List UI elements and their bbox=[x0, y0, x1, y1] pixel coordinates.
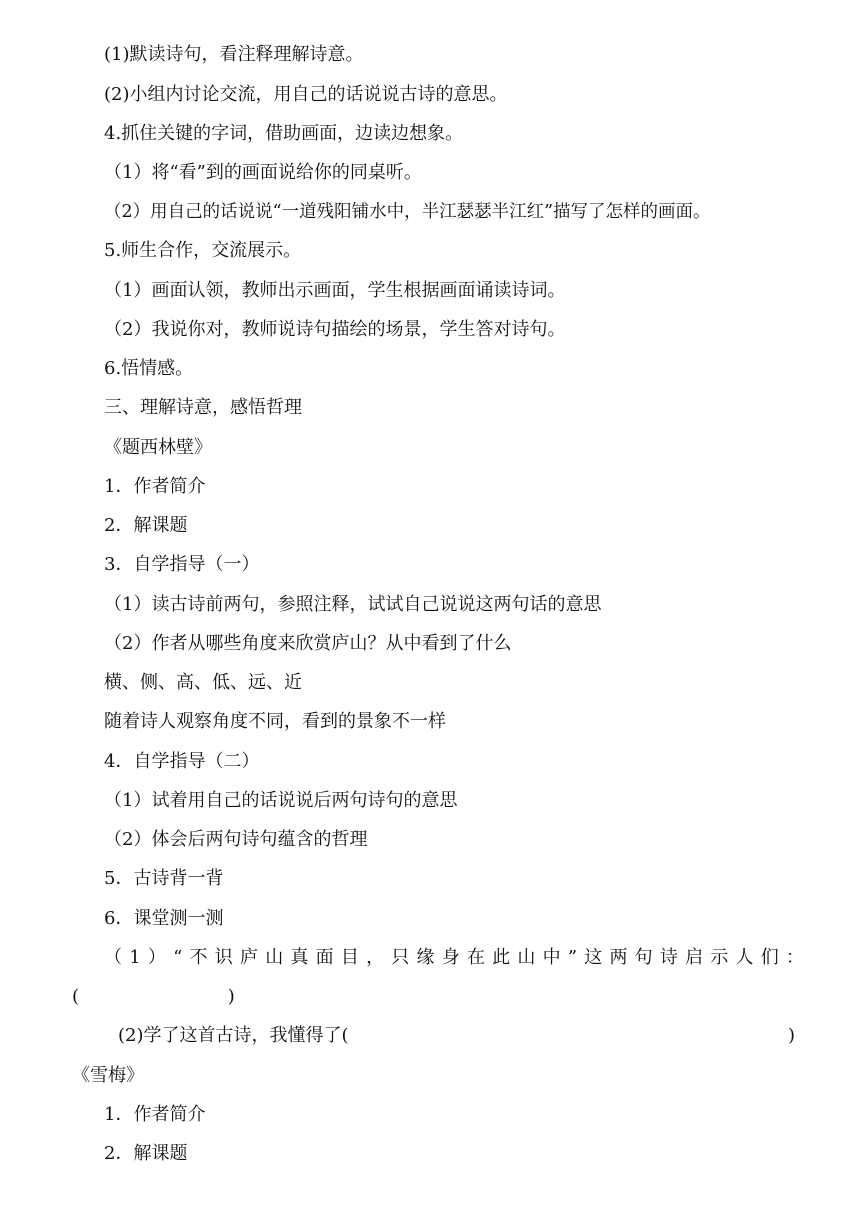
text-line: (2)学了这首古诗，我懂得了( bbox=[118, 1025, 349, 1046]
text-line: （2）作者从哪些角度来欣赏庐山？从中看到了什么 bbox=[104, 633, 512, 654]
text-line: 5.师生合作，交流展示。 bbox=[104, 240, 302, 261]
text-line: 随着诗人观察角度不同，看到的景象不一样 bbox=[104, 711, 446, 732]
text-line: 横、侧、高、低、远、近 bbox=[104, 672, 302, 693]
blank-parentheses: ( ) bbox=[72, 986, 235, 1007]
text-line: （1）读古诗前两句，参照注释，试试自己说说这两句话的意思 bbox=[104, 594, 602, 615]
text-line: （1）“不识庐山真面目，只缘身在此山中”这两句诗启示人们： bbox=[104, 947, 804, 968]
text-line: （2）用自己的话说说“一道残阳铺水中，半江瑟瑟半江红”描写了怎样的画面。 bbox=[104, 202, 711, 222]
text-line: (1)默读诗句，看注释理解诗意。 bbox=[104, 44, 364, 65]
text-line: 5．古诗背一背 bbox=[104, 868, 224, 889]
poem-title: 《雪梅》 bbox=[72, 1065, 144, 1086]
text-line: （1）试着用自己的话说说后两句诗句的意思 bbox=[104, 790, 458, 811]
poem-title: 《题西林壁》 bbox=[104, 437, 212, 458]
text-line: 6.悟情感。 bbox=[104, 358, 194, 379]
text-line: (2)小组内讨论交流，用自己的话说说古诗的意思。 bbox=[104, 84, 508, 105]
text-line: 4.抓住关键的字词，借助画面，边读边想象。 bbox=[104, 123, 464, 144]
text-line: （1）将“看”到的画面说给你的同桌听。 bbox=[104, 162, 422, 183]
text-line: 2．解课题 bbox=[104, 1143, 188, 1164]
text-line: 3．自学指导（一） bbox=[104, 554, 260, 575]
text-line: 1．作者简介 bbox=[104, 1104, 206, 1125]
text-line: 2．解课题 bbox=[104, 515, 188, 536]
text-line: 6．课堂测一测 bbox=[104, 908, 224, 929]
section-heading: 三、理解诗意，感悟哲理 bbox=[104, 397, 302, 418]
closing-parenthesis: ) bbox=[788, 1025, 796, 1046]
text-line: （1）画面认领，教师出示画面，学生根据画面诵读诗词。 bbox=[104, 280, 566, 301]
text-line: 1．作者简介 bbox=[104, 476, 206, 497]
text-line: （2）我说你对，教师说诗句描绘的场景，学生答对诗句。 bbox=[104, 319, 566, 340]
text-line: （2）体会后两句诗句蕴含的哲理 bbox=[104, 829, 368, 850]
text-line: 4．自学指导（二） bbox=[104, 751, 260, 772]
